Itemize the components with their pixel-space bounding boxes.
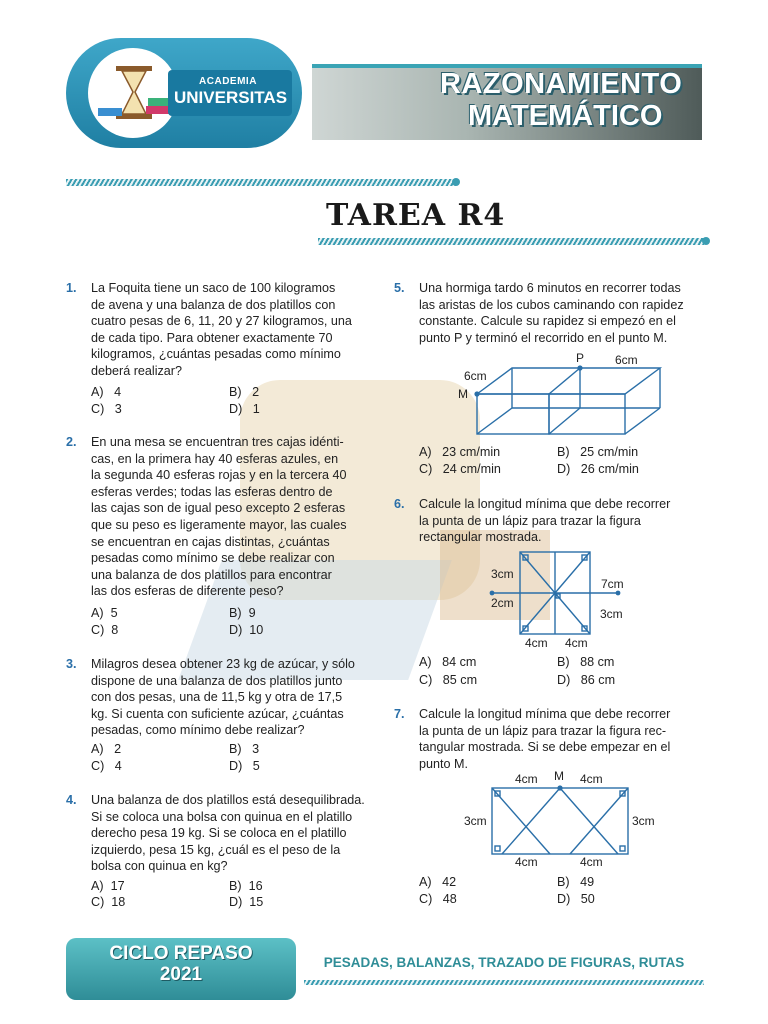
decorative-divider <box>318 238 704 245</box>
option-d: D) 5 <box>229 759 260 773</box>
footer-divider <box>304 980 704 985</box>
text-line: kilogramos, ¿cuántas pesadas como mínimo <box>91 347 341 362</box>
divider-dot <box>452 178 460 186</box>
text-line: cuatro pesas de 6, 11, 20 y 27 kilogramos, una <box>91 314 352 329</box>
divider-dot <box>702 237 710 245</box>
text-line: Milagros desea obtener 23 kg de azúcar, y sólo <box>91 657 355 671</box>
text-line: las aristas de los cubos caminando con rapidez <box>419 297 684 312</box>
text-line: cas, en la primera hay 40 esferas azules, en <box>91 451 339 466</box>
option-a: A) 2 <box>91 742 122 756</box>
point-m-marker <box>557 785 562 790</box>
option-b: B) 3 <box>229 742 260 756</box>
option-b: B) 2 <box>229 385 260 399</box>
option-d: D) 15 <box>229 895 264 909</box>
logo-academy-text: ACADEMIA <box>199 76 257 87</box>
option-a: A) 17 <box>91 879 125 893</box>
text-line: bolsa con quinua en kg? <box>91 859 228 874</box>
question-text <box>91 792 376 875</box>
point-m-marker <box>474 391 479 396</box>
option-b: B) 88 cm <box>557 655 615 669</box>
text-line: se encuentran en cajas distintas, ¿cuántas <box>91 534 330 549</box>
text-line: punto P y terminó el recorrido en el punto M. <box>419 330 668 345</box>
text-line: la segunda 40 esferas rojas y en la tercera 40 <box>91 468 347 483</box>
text-line: una balanza de dos platillos para encontrar <box>91 567 332 582</box>
text-line: Una balanza de dos platillos está desequilibrada. <box>91 793 365 807</box>
text-line: derecho pesa 19 kg. Si se coloca en el platillo <box>91 826 347 841</box>
text-line: izquierdo, pesa 15 kg, ¿cuál es el peso de la <box>91 842 341 857</box>
text-line: La Foquita tiene un saco de 100 kilogramos <box>91 281 336 295</box>
logo-hourglass-icon <box>88 48 178 138</box>
option-a: A) 23 cm/min <box>419 445 501 459</box>
text-line: Si se coloca una bolsa con quinua en el platillo <box>91 809 353 824</box>
text-line: la punta de un lápiz para trazar la figura rec- <box>419 723 667 738</box>
text-line: pesadas, como mínimo debe realizar? <box>91 723 305 738</box>
question-text <box>91 434 376 600</box>
label-top-length: 6cm <box>615 353 638 367</box>
option-b: B) 49 <box>557 875 595 889</box>
text-line: Calcule la longitud mínima que debe recorrer <box>419 707 671 721</box>
option-c: C) 8 <box>91 623 119 637</box>
text-line: de avena y una balanza de dos platillos con <box>91 297 336 312</box>
label-depth: 6cm <box>464 369 487 383</box>
subject-title-line2: MATEMÁTICO <box>468 100 663 132</box>
subject-title-line1: RAZONAMIENTO <box>440 68 683 100</box>
point-p-marker <box>577 365 582 370</box>
question-text <box>419 280 704 346</box>
option-b: B) 16 <box>229 879 263 893</box>
logo-name-text: UNIVERSITAS <box>174 88 288 107</box>
text-line: las cajas son de igual peso excepto 2 esferas <box>91 501 346 516</box>
question-text <box>419 496 704 546</box>
label-height-top: 3cm <box>491 567 514 581</box>
text-line: la punta de un lápiz para trazar la figura <box>419 513 641 528</box>
left-endpoint-marker <box>490 591 495 596</box>
option-c: C) 3 <box>91 402 122 416</box>
label-m: M <box>458 387 468 401</box>
option-d: D) 50 <box>557 892 595 906</box>
option-c: C) 85 cm <box>419 673 478 687</box>
option-b: B) 25 cm/min <box>557 445 639 459</box>
option-c: C) 48 <box>419 892 457 906</box>
option-a: A) 42 <box>419 875 457 889</box>
text-line: kg. Si cuenta con suficiente azúcar, ¿cuántas <box>91 706 344 721</box>
figure-lines <box>492 552 618 634</box>
option-b: B) 9 <box>229 606 256 620</box>
question-number: 2. <box>66 435 77 449</box>
page-title: TAREA R4 <box>326 198 506 233</box>
question-number: 7. <box>394 707 405 721</box>
text-line: tangular mostrada. Si se debe empezar en el <box>419 740 671 755</box>
label-p: P <box>576 351 585 365</box>
figure-cubes <box>440 348 680 440</box>
text-line: En una mesa se encuentran tres cajas idénti- <box>91 435 344 449</box>
question-number: 1. <box>66 281 77 295</box>
text-line: Calcule la longitud mínima que debe recorrer <box>419 497 671 511</box>
cycle-year: 2021 <box>159 964 203 985</box>
option-d: D) 10 <box>229 623 264 637</box>
option-d: D) 1 <box>229 402 260 416</box>
option-c: C) 18 <box>91 895 126 909</box>
option-a: A) 84 cm <box>419 655 477 669</box>
question-number: 5. <box>394 281 405 295</box>
question-text <box>91 656 376 739</box>
option-a: A) 4 <box>91 385 122 399</box>
text-line: deberá realizar? <box>91 363 183 378</box>
label-bottom-left: 4cm <box>515 855 538 869</box>
question-text <box>419 706 704 772</box>
option-d: D) 86 cm <box>557 673 616 687</box>
text-line: Una hormiga tardo 6 minutos en recorrer todas <box>419 281 681 295</box>
question-number: 4. <box>66 793 77 807</box>
text-line: las dos esferas de diferente peso? <box>91 584 284 599</box>
text-line: con dos pesas, una de 11,5 kg y otra de 17,5 <box>91 690 343 705</box>
option-c: C) 4 <box>91 759 122 773</box>
option-c: C) 24 cm/min <box>419 462 501 476</box>
label-bottom-right: 4cm <box>580 855 603 869</box>
figure-rectangle-star <box>480 546 640 652</box>
text-line: de cada tipo. Para obtener exactamente 70 <box>91 330 333 345</box>
text-line: esferas verdes; todas las esferas dentro de <box>91 484 333 499</box>
label-height-bottom: 3cm <box>600 607 623 621</box>
text-line: que su peso es ligeramente mayor, las cuales <box>91 517 347 532</box>
cycle-name: CICLO REPASO <box>109 943 253 964</box>
option-a: A) 5 <box>91 606 118 620</box>
label-right-height: 3cm <box>632 814 655 828</box>
question-text <box>91 280 376 380</box>
figure-lines <box>492 788 628 854</box>
topics-line: PESADAS, BALANZAS, TRAZADO DE FIGURAS, RUTAS <box>323 955 685 970</box>
label-left-segment: 2cm <box>491 596 514 610</box>
text-line: rectangular mostrada. <box>419 530 542 545</box>
question-number: 6. <box>394 497 405 511</box>
decorative-divider <box>66 179 456 186</box>
cube-edges <box>477 368 660 434</box>
question-number: 3. <box>66 657 77 671</box>
label-bottom-right: 4cm <box>565 636 588 650</box>
figure-rectangle-diagonals <box>460 768 670 872</box>
text-line: punto M. <box>419 756 469 771</box>
right-endpoint-marker <box>616 591 621 596</box>
label-m: M <box>554 769 564 783</box>
text-line: pesadas como mínimo se debe realizar con <box>91 551 335 566</box>
label-bottom-left: 4cm <box>525 636 548 650</box>
text-line: dispone de una balanza de dos platillos junto <box>91 673 343 688</box>
label-right-segment: 7cm <box>601 577 624 591</box>
option-d: D) 26 cm/min <box>557 462 639 476</box>
label-top-right: 4cm <box>580 772 603 786</box>
label-left-height: 3cm <box>464 814 487 828</box>
text-line: constante. Calcule su rapidez si empezó en el <box>419 314 676 329</box>
label-top-left: 4cm <box>515 772 538 786</box>
